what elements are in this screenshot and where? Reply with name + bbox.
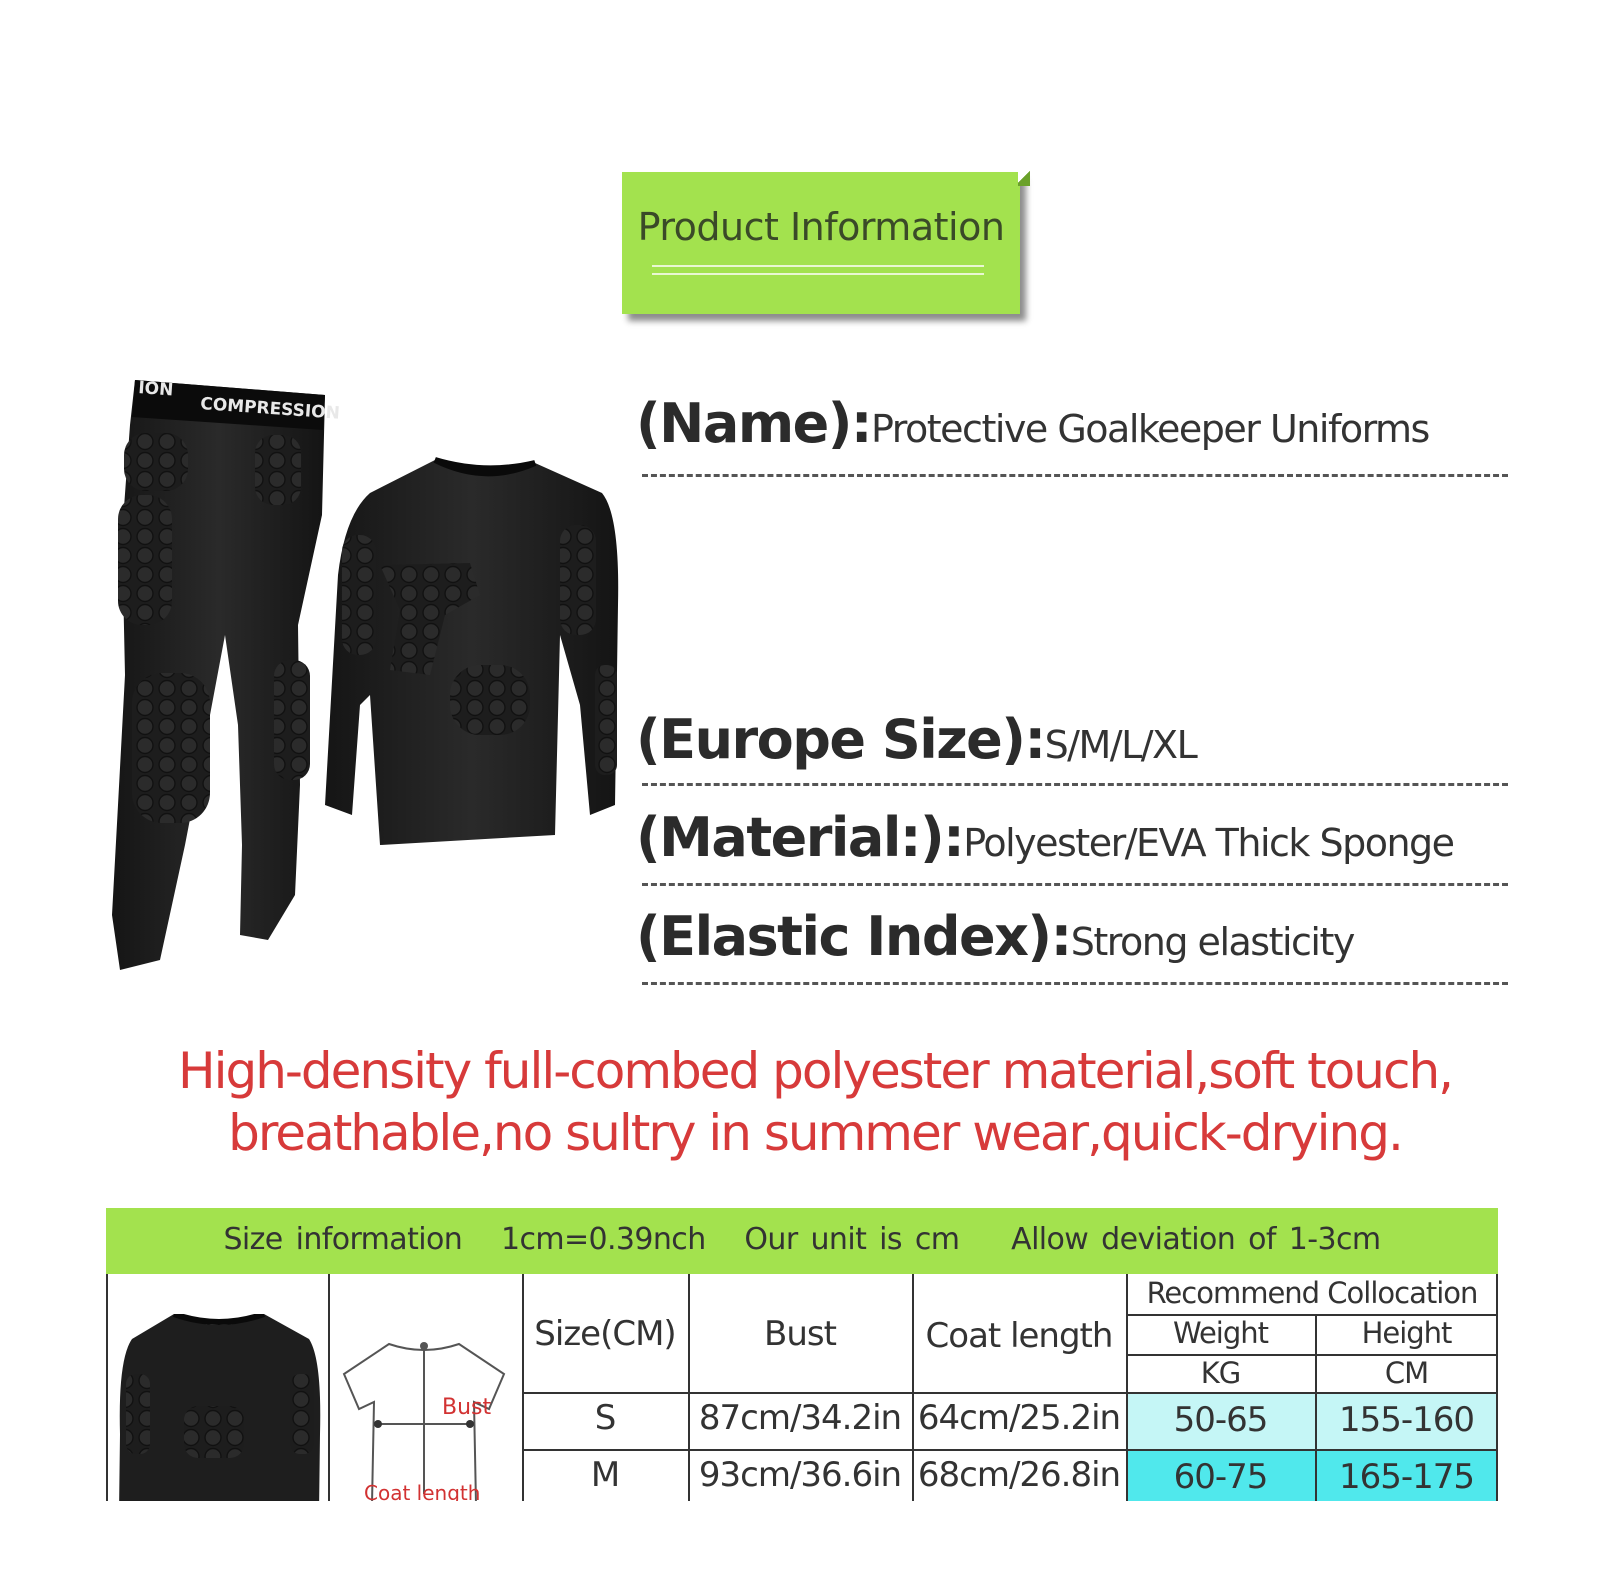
banner-title: Product Information <box>637 205 1005 249</box>
row-m-bust: 93cm/36.6in <box>698 1455 902 1495</box>
size-info-header <box>106 1208 1498 1274</box>
col-header-coat-length: Coat length <box>925 1316 1113 1356</box>
banner-underline <box>652 273 984 275</box>
banner-fold-corner <box>1018 168 1030 186</box>
spec-elastic-index <box>636 905 1354 968</box>
row-m-weight: 60-75 <box>1173 1457 1268 1497</box>
forearm-pad <box>595 665 617 775</box>
grid-line <box>106 1274 108 1501</box>
row-s-weight: 50-65 <box>1173 1400 1268 1440</box>
grid-line <box>522 1449 1498 1451</box>
grid-line <box>328 1274 330 1501</box>
col-header-height-unit: CM <box>1384 1356 1429 1390</box>
grid-line <box>522 1392 1498 1394</box>
spec-material <box>636 806 1454 869</box>
row-s-coat-length: 64cm/25.2in <box>917 1398 1121 1438</box>
col-header-recommend: Recommend Collocation <box>1146 1276 1478 1310</box>
knee-pad-left <box>132 673 210 823</box>
rib-pad <box>450 665 530 735</box>
hip-pad-right <box>255 435 301 505</box>
spec-label: (Name): <box>636 392 871 455</box>
col-header-weight-unit: KG <box>1200 1356 1241 1390</box>
spec-divider <box>642 783 1508 786</box>
col-header-size: Size(CM) <box>534 1314 676 1354</box>
arm-pad-right <box>560 525 596 635</box>
size-table <box>106 1274 1498 1504</box>
row-m-height: 165-175 <box>1338 1457 1475 1497</box>
spec-value: Polyester/EVA Thick Sponge <box>963 821 1454 865</box>
row-s-size: S <box>594 1398 616 1438</box>
col-header-weight: Weight <box>1172 1316 1269 1350</box>
coat-length-label: Coat length <box>364 1481 481 1504</box>
shirt-thumbnail <box>114 1314 324 1501</box>
col-header-height: Height <box>1361 1316 1452 1350</box>
spec-value: Strong elasticity <box>1070 920 1354 964</box>
waistband-text-partial: ION <box>137 378 174 401</box>
spec-label: (Elastic Index): <box>636 905 1071 968</box>
spec-value: S/M/L/XL <box>1044 723 1197 767</box>
knee-pad-right <box>274 660 310 780</box>
compression-pants <box>112 378 340 970</box>
product-information-banner <box>622 172 1020 314</box>
spec-divider <box>642 883 1508 886</box>
product-photo <box>90 375 650 995</box>
spec-divider <box>642 474 1508 477</box>
material-description <box>120 1040 1510 1164</box>
spec-label: (Material:): <box>636 806 964 869</box>
bust-label: Bust <box>442 1395 492 1420</box>
size-info-text: Size information 1cm=0.39nch Our unit is cm Allow deviation of 1-3cm <box>223 1222 1381 1257</box>
banner-underline <box>652 265 984 267</box>
spec-europe-size <box>636 708 1196 771</box>
hip-pad <box>124 433 188 491</box>
row-m-coat-length: 68cm/26.8in <box>917 1455 1121 1495</box>
arm-pad-left <box>342 535 376 655</box>
thigh-pad <box>118 495 172 625</box>
description-line: breathable,no sultry in summer wear,quick-drying. <box>228 1104 1402 1162</box>
measurement-diagram <box>334 1324 514 1504</box>
col-header-bust: Bust <box>764 1314 836 1354</box>
spec-label: (Europe Size): <box>636 708 1045 771</box>
spec-name <box>636 392 1429 455</box>
padded-shirt <box>325 460 618 845</box>
spec-divider <box>642 982 1508 985</box>
waistband-text: COMPRESSION <box>199 394 341 424</box>
row-s-bust: 87cm/34.2in <box>698 1398 902 1438</box>
row-s-height: 155-160 <box>1338 1400 1475 1440</box>
description-line: High-density full-combed polyester material,soft touch, <box>177 1042 1453 1100</box>
row-m-size: M <box>590 1455 620 1495</box>
spec-value: Protective Goalkeeper Uniforms <box>870 407 1429 451</box>
